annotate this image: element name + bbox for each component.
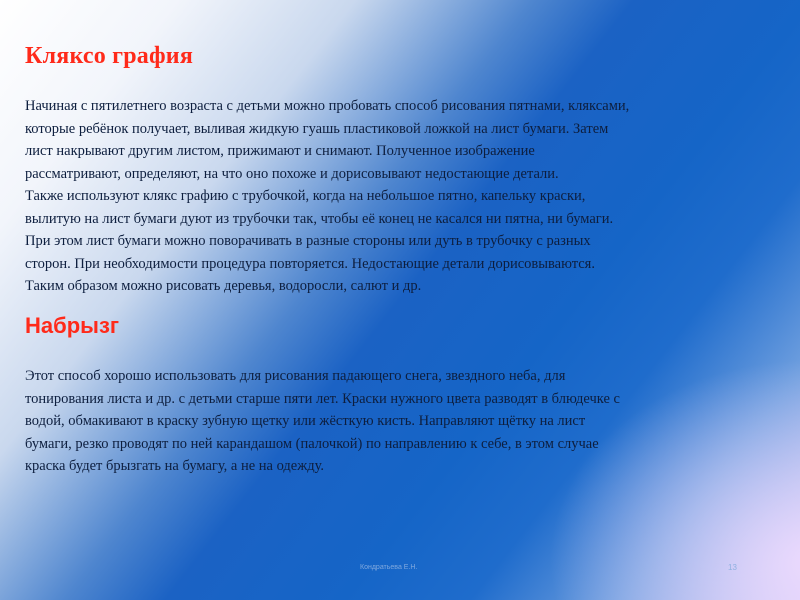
paragraph-line: сторон. При необходимости процедура повторяется. Недостающие детали дорисовываются. xyxy=(25,255,595,272)
paragraph-line: лист накрывают другим листом, прижимают и снимают. Полученное изображение xyxy=(25,143,535,159)
paragraph-line: Начиная с пятилетнего возраста с детьми можно пробовать способ рисования пятнами, кляксами, xyxy=(25,98,630,114)
paragraph-nabryzg xyxy=(25,365,775,478)
paragraph-line: При этом лист бумаги можно поворачивать в разные стороны или дуть в трубочку с разных xyxy=(25,233,591,249)
paragraph-line: водой, обмакивают в краску зубную щетку или жёсткую кисть. Направляют щётку на лист xyxy=(25,413,586,429)
footer-author: Кондратьева Е.Н. xyxy=(360,564,418,571)
paragraph-line: тонирования листа и др. с детьми старше пяти лет. Краски нужного цвета разводят в блюдечке с xyxy=(25,390,620,407)
paragraph-line: которые ребёнок получает, выливая жидкую гуашь пластиковой ложкой на лист бумаги. Затем xyxy=(25,120,609,137)
paragraph-line: Этот способ хорошо использовать для рисования падающего снега, звездного неба, для xyxy=(25,368,566,384)
paragraph-line: Также используют клякс графию с трубочкой, когда на небольшое пятно, капельку краски, xyxy=(25,188,586,204)
page-number: 13 xyxy=(728,563,737,572)
paragraph-klyaksografiya xyxy=(25,95,775,298)
paragraph-line: вылитую на лист бумаги дуют из трубочки так, чтобы её конец не касался ни пятна, ни бумаги. xyxy=(25,210,614,227)
section-heading-nabryzg: Набрызг xyxy=(25,313,120,338)
paragraph-line: бумаги, резко проводят по ней карандашом (палочкой) по направлению к себе, в этом случае xyxy=(25,435,599,452)
slide-title: Кляксо графия xyxy=(25,43,193,69)
paragraph-line: Таким образом можно рисовать деревья, водоросли, салют и др. xyxy=(25,278,422,294)
paragraph-line: краска будет брызгать на бумагу, а не на одежду. xyxy=(25,458,325,474)
paragraph-line: рассматривают, определяют, на что оно похоже и дорисовывают недостающие детали. xyxy=(25,165,559,182)
